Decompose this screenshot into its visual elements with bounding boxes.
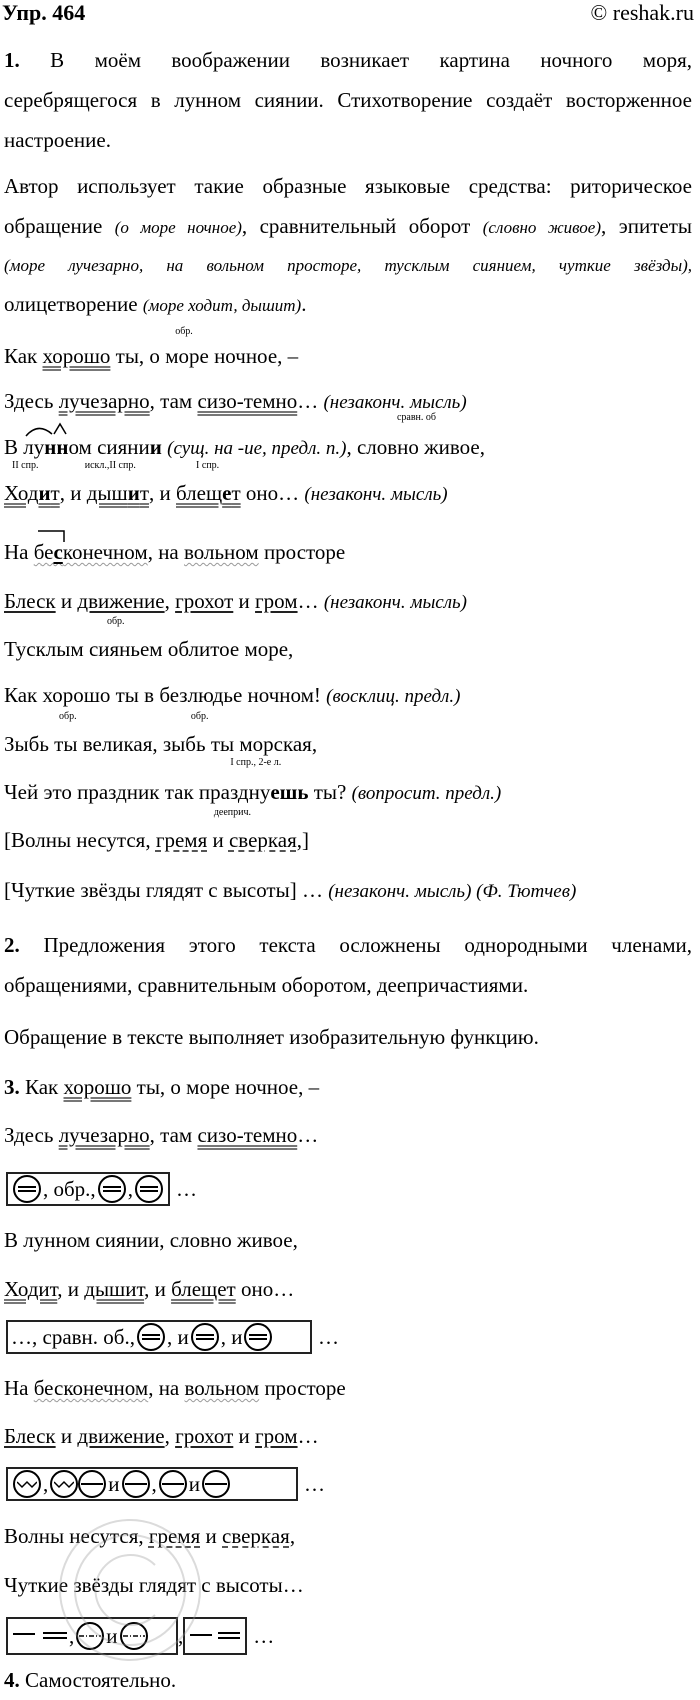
- text: Чей это праздник так праздну: [4, 780, 271, 804]
- task3-sentence4: [4, 1276, 692, 1302]
- subject: гром: [255, 589, 298, 613]
- scheme-1: [6, 1172, 197, 1206]
- text: ты великая,: [48, 732, 163, 756]
- text: т: [139, 481, 149, 505]
- task1-para2-line3: (море лучезарно, на вольном просторе, тусклым сиянием, чуткие звёзды),: [4, 256, 692, 275]
- gerund-circle-icon: [76, 1622, 104, 1650]
- text: бе: [33, 540, 54, 564]
- text: , и: [149, 481, 176, 505]
- text: , и: [220, 1324, 243, 1349]
- predicate: Ходит: [4, 1277, 58, 1301]
- text: т: [231, 481, 241, 505]
- verb-ending: [230, 757, 309, 804]
- task3-sentence1: [4, 1074, 692, 1100]
- text: и: [207, 828, 229, 852]
- predicate: [176, 460, 241, 505]
- text: ,: [69, 1623, 75, 1648]
- text: Здесь: [4, 389, 59, 413]
- task1-para2-line2: [4, 213, 692, 241]
- text: , на: [147, 540, 184, 564]
- text: Волны несутся,: [4, 1524, 149, 1548]
- note: (незаконч. мысль): [323, 592, 467, 613]
- note: (сущ. на -ие, предл. п.): [167, 438, 347, 459]
- subject: движение: [77, 589, 165, 613]
- text: оно…: [240, 481, 305, 505]
- predicate-circle-icon: [13, 1175, 41, 1203]
- text: Тусклым: [4, 637, 89, 661]
- text: и: [55, 1424, 78, 1448]
- predicate: дышит: [84, 1277, 145, 1301]
- text: Как: [19, 1075, 64, 1099]
- annotation: сравн. об: [396, 412, 436, 423]
- task4-line: [4, 1667, 692, 1693]
- text: ,: [346, 435, 357, 459]
- text: блещ: [176, 481, 223, 505]
- scheme-box: [6, 1467, 298, 1501]
- text: ом сияни: [68, 435, 150, 459]
- text: словно живое: [356, 435, 480, 459]
- text: просторе: [258, 540, 346, 564]
- text: Самостоятельно.: [19, 1668, 177, 1692]
- text: Как: [4, 344, 43, 368]
- text: , там: [149, 389, 198, 413]
- text: …: [297, 589, 324, 613]
- text: и: [127, 481, 140, 505]
- definition: бесконечном: [33, 1376, 149, 1400]
- subject: грохот: [175, 589, 234, 613]
- scheme-box: [6, 1617, 178, 1655]
- subject-circle-icon: [78, 1470, 106, 1498]
- text: и: [233, 589, 256, 613]
- task2-line1: [4, 932, 692, 958]
- text: и: [38, 481, 51, 505]
- task-number: 4.: [4, 1668, 20, 1692]
- annotation: обр.: [106, 616, 125, 627]
- text: …: [297, 389, 324, 413]
- text: обращение: [4, 214, 115, 238]
- scheme-4: [6, 1617, 274, 1655]
- scheme-box: [6, 1172, 170, 1206]
- annotation: дееприч.: [213, 807, 252, 818]
- subject: Блеск: [4, 1424, 56, 1448]
- note: (незаконч. мысль) (Ф. Тютчев): [328, 881, 577, 902]
- text: море: [165, 344, 209, 368]
- subject-circle-icon: [159, 1470, 187, 1498]
- text: с: [53, 540, 63, 564]
- text: Здесь: [4, 1123, 59, 1147]
- text: , и: [57, 1277, 85, 1301]
- text: ,: [164, 1424, 176, 1448]
- text: и: [200, 1524, 222, 1548]
- note: (незаконч. мысль): [323, 392, 467, 413]
- gerund: сверкая: [222, 1524, 290, 1548]
- predicate: блещет: [171, 1277, 236, 1301]
- subject-predicate-icon: [11, 1630, 69, 1642]
- note: (словно живое): [482, 218, 602, 237]
- note: (восклиц. предл.): [326, 686, 461, 707]
- prefix-mark-icon: [36, 529, 68, 543]
- text: , сравнительный оборот: [241, 214, 483, 238]
- annotation: обр.: [190, 711, 209, 722]
- text: ,: [479, 435, 485, 459]
- address: [88, 616, 163, 661]
- poem-line-10: [4, 757, 692, 807]
- text: и: [106, 1623, 118, 1648]
- predicate-circle-icon: [135, 1175, 163, 1203]
- predicate: хорошо: [42, 344, 111, 368]
- subject: грохот: [175, 1424, 234, 1448]
- task3-sentence5: [4, 1375, 692, 1401]
- definition: [34, 540, 148, 564]
- predicate: [84, 460, 149, 505]
- subject: Блеск: [4, 589, 56, 613]
- subject: движение: [77, 1424, 165, 1448]
- text: , и: [166, 1324, 189, 1349]
- text: …: [297, 1123, 319, 1147]
- gerund: сверкая: [228, 828, 297, 852]
- poem-line-6: [4, 588, 692, 616]
- text: На: [4, 540, 34, 564]
- task1-line3: настроение.: [4, 128, 111, 152]
- text: ночное, –: [208, 344, 299, 368]
- text: олицетворение: [4, 292, 143, 316]
- text: …: [175, 1176, 197, 1201]
- text: , эпитеты: [601, 214, 692, 238]
- note: (вопросит. предл.): [351, 783, 502, 804]
- task2-line2: обращениями, сравнительным оборотом, деепричастиями.: [4, 973, 529, 997]
- poem-line-5: [4, 539, 692, 565]
- text: ты морская,: [205, 732, 318, 756]
- task-number: 3.: [4, 1075, 20, 1099]
- text: и: [188, 1471, 200, 1496]
- poem-line-8: [4, 682, 692, 710]
- text: В лу: [4, 435, 45, 459]
- scheme-3: [6, 1467, 325, 1501]
- text: …: [304, 1471, 325, 1496]
- predicate-circle-icon: [191, 1323, 219, 1351]
- text: конечном: [62, 540, 148, 564]
- gerund: гремя: [148, 1524, 201, 1548]
- task3-sentence6: [4, 1423, 692, 1449]
- poem-line-12: [4, 877, 692, 905]
- text: Зыбь: [4, 732, 49, 756]
- subject: гром: [255, 1424, 298, 1448]
- annotation: I спр.: [196, 460, 220, 471]
- predicate: хорошо: [63, 1075, 132, 1099]
- address: [165, 326, 209, 368]
- annotation: обр.: [59, 711, 77, 722]
- exercise-title: Упр. 464: [2, 0, 86, 25]
- poem-line-9: [4, 711, 692, 757]
- gerund-circle-icon: [120, 1622, 148, 1650]
- predicate: лучезарно: [58, 389, 150, 413]
- text: зыбь: [162, 732, 206, 756]
- text: т: [50, 481, 60, 505]
- note: (о море ночное): [114, 218, 242, 237]
- text: и: [233, 1424, 256, 1448]
- predicate: сизо-темно: [197, 1123, 298, 1147]
- predicate-circle-icon: [98, 1175, 126, 1203]
- text: ,: [178, 1623, 184, 1648]
- text: , и: [144, 1277, 172, 1301]
- definition: вольном: [184, 1376, 260, 1400]
- text: …: [253, 1623, 275, 1648]
- annotation: II спр.: [12, 460, 39, 471]
- text: [Волны несутся,: [4, 828, 156, 852]
- text: Ход: [4, 481, 39, 505]
- poem-line-3: [4, 412, 692, 462]
- text: ты, о море ночное, –: [131, 1075, 320, 1099]
- subject-circle-icon: [202, 1470, 230, 1498]
- task3-sentence3: В лунном сиянии, словно живое,: [4, 1228, 298, 1252]
- morpheme-root-suffix-icon: [24, 422, 74, 438]
- task1-line2: серебрящегося в лунном сиянии. Стихотворение создаёт восторженное: [4, 88, 692, 112]
- text: ты, о: [110, 344, 166, 368]
- text: , на: [148, 1376, 185, 1400]
- task1-line1: [4, 47, 692, 73]
- text: …, сравн. об.,: [11, 1324, 135, 1349]
- text: и: [108, 1471, 120, 1496]
- wavy-circle-icon: [13, 1470, 41, 1498]
- text: …: [318, 1324, 339, 1349]
- text: дыш: [86, 481, 128, 505]
- text: гремя: [155, 828, 208, 852]
- text: ,: [43, 1471, 49, 1496]
- poem-line-11: [4, 807, 692, 853]
- task1-para2-line1: Автор использует такие образные языковые средства: риторическое: [4, 174, 692, 198]
- comparison: [356, 412, 480, 459]
- text: ты?: [308, 780, 352, 804]
- scheme-2: [6, 1320, 339, 1354]
- text: [Чуткие звёзды глядят с высоты] …: [4, 878, 329, 902]
- note: (незаконч. мысль): [304, 484, 448, 505]
- poem-line-7: [4, 616, 692, 662]
- text: сияньем: [88, 637, 163, 661]
- subject-circle-icon: [122, 1470, 150, 1498]
- task2-line3: Обращение в тексте выполняет изобразительную функцию.: [4, 1025, 539, 1049]
- scheme-box: [183, 1617, 247, 1655]
- text: и: [149, 435, 162, 459]
- subject-predicate-icon: [188, 1630, 242, 1642]
- annotation: I спр., 2-е л.: [230, 757, 282, 768]
- text: Как хорошо ты в безлюдье ночном!: [4, 683, 327, 707]
- text: оно…: [235, 1277, 295, 1301]
- predicate: лучезарно: [58, 1123, 150, 1147]
- text: В моём воображении возникает картина ночного моря,: [50, 48, 693, 72]
- text: просторе: [259, 1376, 346, 1400]
- text: ,: [289, 1524, 296, 1548]
- text: и: [55, 589, 78, 613]
- text: .: [301, 292, 307, 316]
- task3-sentence2: [4, 1122, 692, 1148]
- address: [4, 711, 77, 756]
- poem-line-4: [4, 460, 692, 508]
- source-credit: © reshak.ru: [590, 0, 694, 25]
- text: ,: [151, 1471, 157, 1496]
- text: , там: [149, 1123, 198, 1147]
- task3-sentence8: Чуткие звёзды глядят с высоты…: [4, 1573, 304, 1597]
- scheme-box: [6, 1320, 312, 1354]
- predicate: сизо-темно: [197, 389, 298, 413]
- text: , обр.,: [43, 1176, 96, 1201]
- gerund: [155, 807, 252, 852]
- wavy-circle-icon: [50, 1470, 78, 1498]
- address: [162, 711, 209, 756]
- predicate-circle-icon: [244, 1323, 272, 1351]
- text: ,]: [296, 828, 310, 852]
- text: е: [222, 481, 232, 505]
- definition: вольном: [184, 540, 259, 564]
- note: (море ходит, дышит): [142, 296, 302, 315]
- text: На: [4, 1376, 34, 1400]
- task1-para2-line4: [4, 291, 692, 319]
- poem-line-2: [4, 388, 692, 416]
- annotation: искл.,II спр.: [84, 460, 136, 471]
- task-number: 2.: [4, 933, 20, 957]
- predicate-circle-icon: [137, 1323, 165, 1351]
- text: , и: [59, 481, 87, 505]
- text: Предложения этого текста осложнены однородными членами,: [43, 933, 693, 957]
- task3-sentence7: [4, 1523, 692, 1549]
- text: …: [297, 1424, 319, 1448]
- text: ешь: [270, 780, 309, 804]
- text: ,: [164, 589, 176, 613]
- text: облитое море,: [162, 637, 294, 661]
- text: ,: [127, 1176, 133, 1201]
- poem-line-1: [4, 326, 692, 369]
- text: нн: [44, 435, 69, 459]
- task-number: 1.: [4, 48, 20, 72]
- annotation: обр.: [175, 326, 193, 337]
- predicate: [4, 460, 60, 505]
